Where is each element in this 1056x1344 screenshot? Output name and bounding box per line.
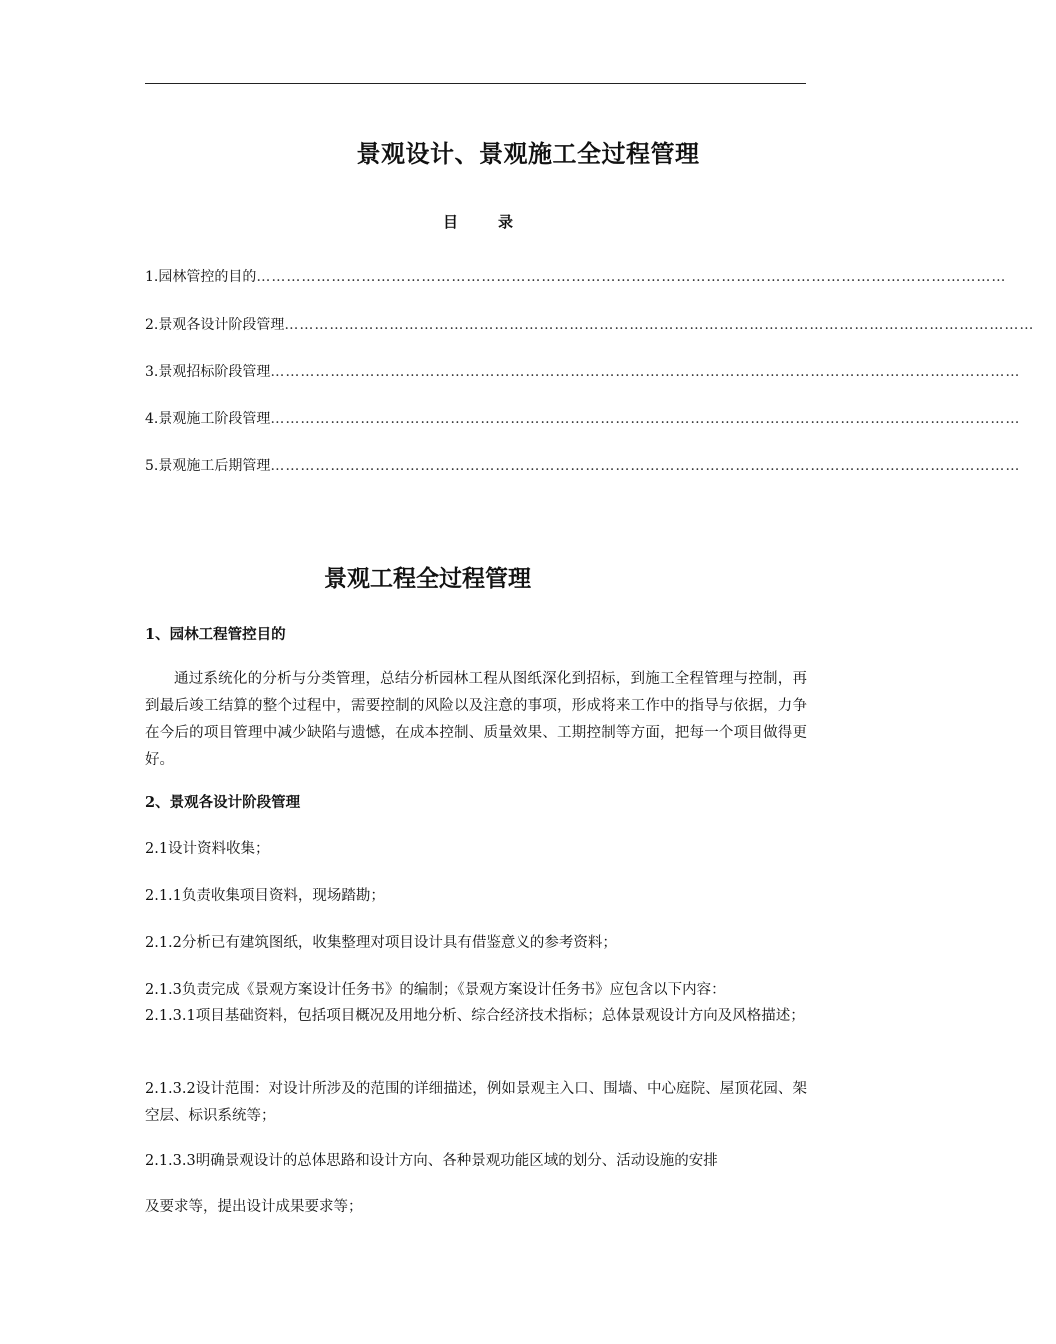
toc-entry[interactable] [145,266,1007,286]
toc-entry-label: 5.景观施工后期管理 [145,458,271,474]
section-heading: 2、景观各设计阶段管理 [145,794,301,811]
body-paragraph: 及要求等，提出设计成果要求等； [145,1199,363,1215]
toc-entry[interactable] [145,455,1021,475]
body-paragraph: 通过系统化的分析与分类管理，总结分析园林工程从图纸深化到招标，到施工全程管理与控制，再到最后竣工结算的整个过程中，需要控制的风险以及注意的事项，形成将来工作中的指导与依据，力争在今后的项目管理中减少缺陷与遗憾，在成本控制、质量效果、工期控制等方面，把每一个项目做得更好。 [145,671,807,768]
toc-leader: …………………………………………………………………………………………………………………………………… [256,269,1007,285]
section-heading: 1、园林工程管控目的 [145,626,286,643]
body-paragraph: 2.1.1负责收集项目资料，现场踏勘； [145,888,385,904]
toc-heading: 目录 [443,213,554,231]
toc-entry-label: 4.景观施工阶段管理 [145,411,271,427]
toc-leader: …………………………………………………………………………………………………………………………………… [270,458,1021,474]
toc-leader: …………………………………………………………………………………………………………………………………… [270,364,1021,380]
toc-entry-label: 1.园林管控的目的 [145,269,257,285]
header-rule [145,83,806,84]
toc-leader: …………………………………………………………………………………………………………………………………… [284,317,1035,333]
body-paragraph: 2.1设计资料收集； [145,841,270,857]
body-paragraph: 2.1.3负责完成《景观方案设计任务书》的编制；《景观方案设计任务书》应包含以下内容： [145,982,726,998]
section-title: 景观工程全过程管理 [324,565,531,592]
toc-entry-label: 3.景观招标阶段管理 [145,364,271,380]
body-paragraph: 2.1.3.2设计范围：对设计所涉及的范围的详细描述，例如景观主入口、围墙、中心庭院、屋顶花园、架空层、标识系统等； [145,1081,807,1124]
toc-entry[interactable] [145,361,1021,381]
toc-entry[interactable] [145,314,1035,334]
toc-entry[interactable] [145,408,1021,428]
toc-entry-label: 2.景观各设计阶段管理 [145,317,285,333]
body-paragraph: 2.1.3.1项目基础资料，包括项目概况及用地分析、综合经济技术指标；总体景观设计方向及风格描述； [145,1008,805,1024]
document-title: 景观设计、景观施工全过程管理 [356,139,700,168]
body-paragraph: 2.1.3.3明确景观设计的总体思路和设计方向、各种景观功能区域的划分、活动设施的安排 [145,1153,718,1169]
body-paragraph: 2.1.2分析已有建筑图纸，收集整理对项目设计具有借鉴意义的参考资料； [145,935,617,951]
toc-leader: …………………………………………………………………………………………………………………………………… [270,411,1021,427]
